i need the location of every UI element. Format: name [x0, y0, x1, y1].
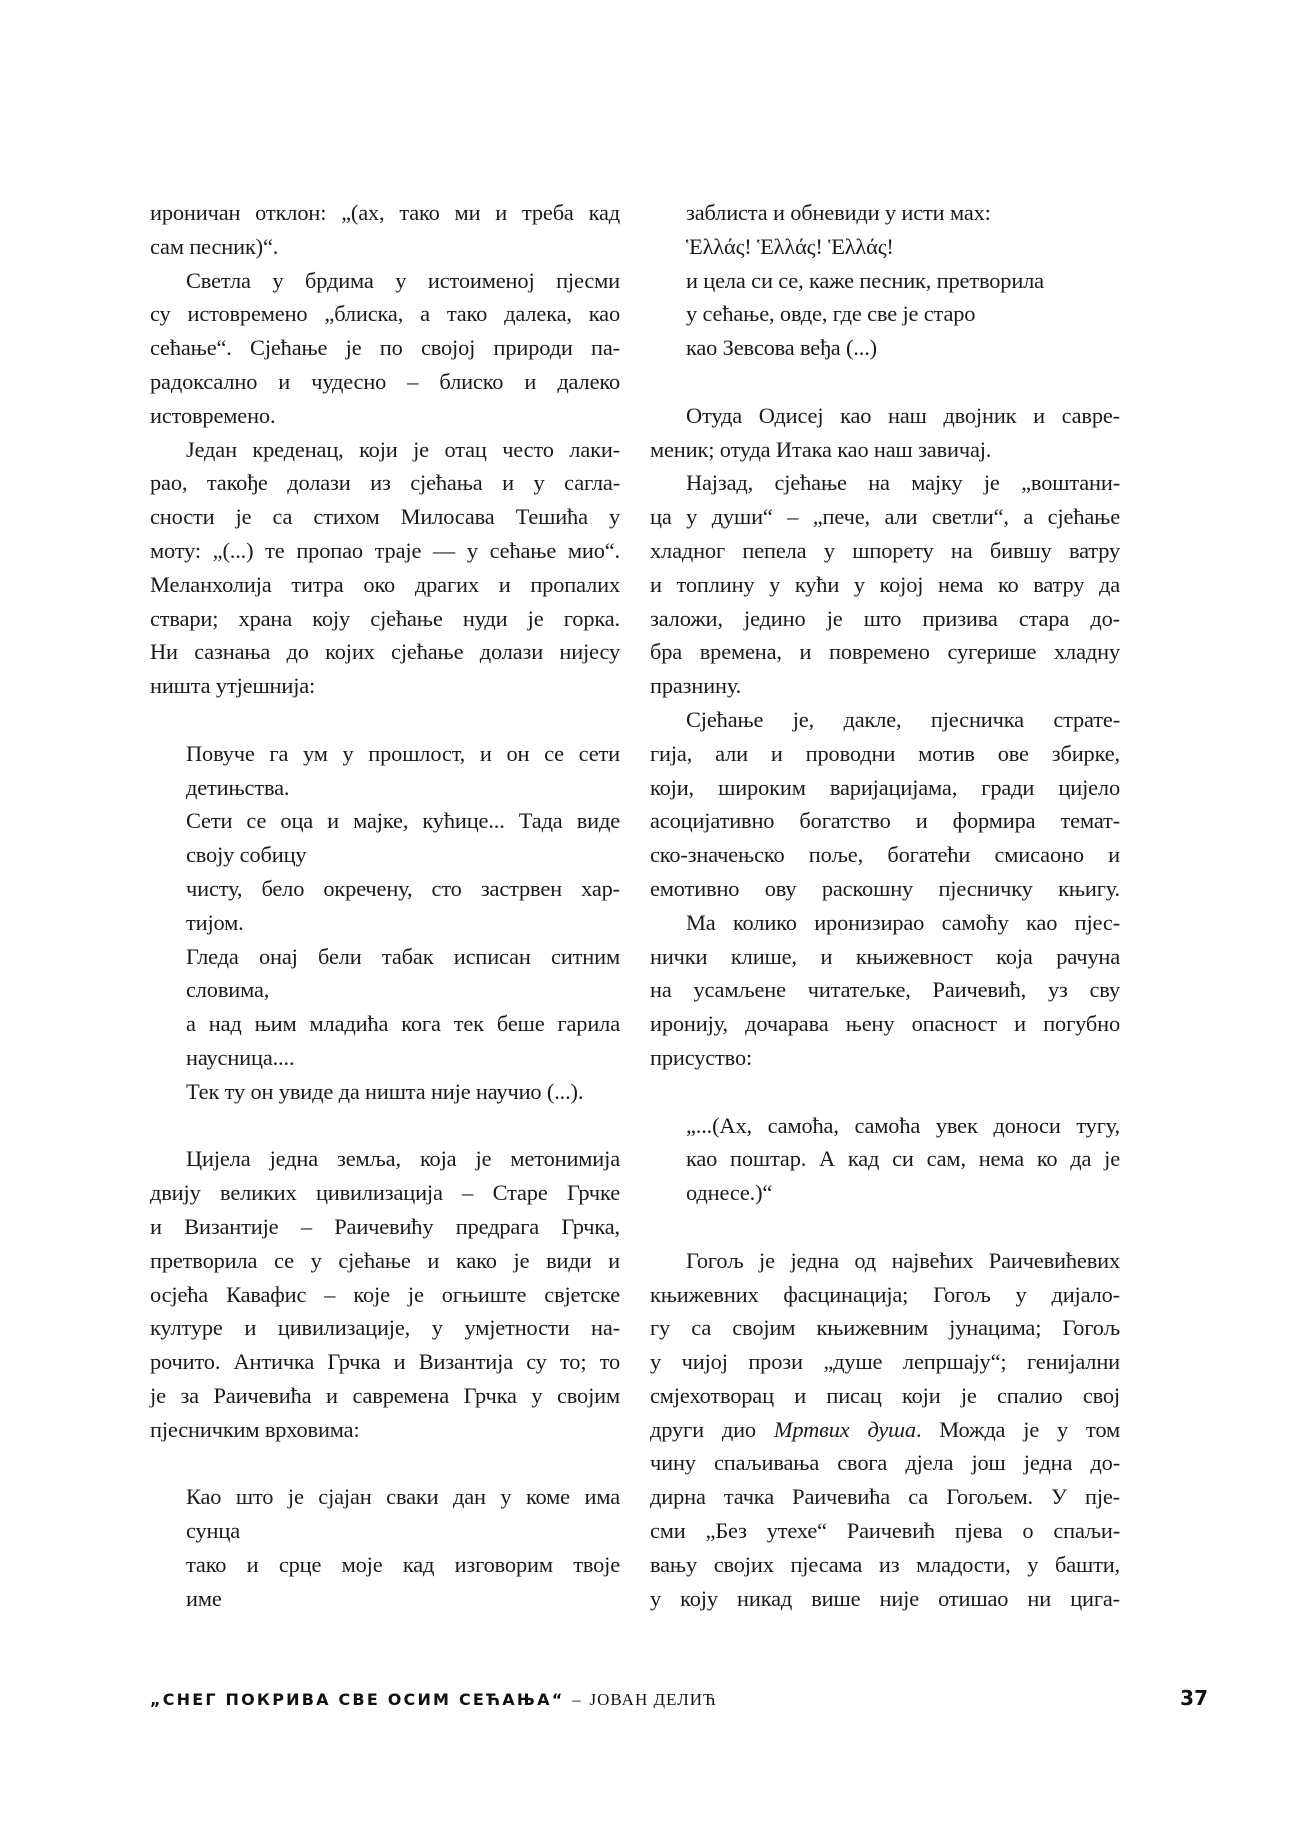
text-line: рочито. Античка Грчка и Византија су то; то [150, 1349, 620, 1375]
text-line: Тек ту он увиде да ништа није научио (...). [186, 1078, 584, 1104]
stanza-gap [150, 1109, 620, 1143]
text-line: осјећа Кавафис – које је огњиште свјетске [150, 1281, 620, 1307]
text-line: „...(Ах, самоћа, самоћа увек доноси тугу, [686, 1112, 1120, 1138]
footer-dash: – [572, 1690, 582, 1709]
text-line: књижевних фасцинација; Гогољ у дијало- [650, 1281, 1120, 1307]
footer-book-title: „СНЕГ ПОКРИВА СВЕ ОСИМ СЕЋАЊА“ [150, 1690, 565, 1709]
text-line: вању својих пјесама из младости, у башти, [650, 1551, 1120, 1577]
text-line: који, широким варијацијама, гради цијело [650, 774, 1120, 800]
italic-book-title: Мртвих душа [773, 1416, 916, 1442]
running-footer [150, 1690, 717, 1710]
text-line: ироничан отклон: „(ах, тако ми и треба кад [150, 200, 620, 225]
text-line: Меланхолија титра око драгих и пропалих [150, 571, 620, 597]
text-line: бра времена, и повремено сугерише хладну [650, 639, 1120, 665]
text-line: Сјећање је, дакле, пјесничка страте- [686, 706, 1120, 732]
text-line: однесе.)“ [686, 1180, 773, 1206]
stanza-gap [650, 365, 1120, 399]
left-text-column [150, 196, 620, 1615]
text-line: радоксално и чудесно – блиско и далеко [150, 368, 620, 394]
text-line: емотивно ову раскошну пјесничку књигу. [650, 875, 1120, 901]
text-line: и Византије – Раичевићу предрага Грчка, [150, 1213, 620, 1239]
text-line: пјесничким врховима: [150, 1416, 360, 1442]
text-line: у коју никад више није отишао ни цига- [650, 1585, 1120, 1611]
text-line: празнину. [650, 673, 742, 699]
text-line: име [186, 1585, 222, 1611]
text-line: присуство: [650, 1044, 753, 1070]
text-line: моту: „(...) те пропао траје –– у сећање мио“. [150, 537, 620, 563]
text-line: Ἑλλάς! Ἑλλάς! Ἑλλάς! [686, 233, 894, 259]
text-line: сам песник)“. [150, 233, 279, 259]
stanza-gap [650, 1075, 1120, 1109]
stanza-gap [650, 1210, 1120, 1244]
text-line: у сећање, овде, где све је старо [686, 301, 976, 327]
text-line: Цијела једна земља, која је метонимија [186, 1146, 620, 1172]
text-line: ништа утјешнија: [150, 673, 316, 699]
stanza-gap [150, 703, 620, 737]
text-line: Светла у брдима у истоименој пјесми [186, 267, 620, 293]
text-line: ца у души“ – „пече, али светли“, а сјећање [650, 504, 1120, 530]
footer-author: ЈОВАН ДЕЛИЋ [589, 1690, 717, 1709]
right-text-column [650, 196, 1120, 1615]
text-line: заблиста и обневиди у исти мах: [686, 200, 991, 225]
text-line: иронију, дочарава њену опасност и погубно [650, 1011, 1120, 1037]
text-line: Најзад, сјећање на мајку је „воштани- [686, 470, 1120, 496]
text-line: као поштар. А кад си сам, нема ко да је [686, 1146, 1120, 1172]
text-line: као Зевсова веђа (...) [686, 335, 877, 361]
text-line: смјехотворац и писац који је спалио свој [650, 1382, 1120, 1408]
text-line: Повуче га ум у прошлост, и он се сети [186, 740, 620, 766]
text-line: сности је са стихом Милосава Тешића у [150, 504, 620, 530]
page-number: 37 [1180, 1686, 1208, 1710]
text-line: и топлину у кући у којој нема ко ватру да [650, 571, 1120, 597]
text-line: чину спаљивања свога дјела још једна до- [650, 1450, 1120, 1476]
text-line: и цела си се, каже песник, претворила [686, 267, 1044, 293]
text-line: своју собицу [186, 842, 307, 868]
text-line: претворила се у сјећање и како је види и [150, 1247, 620, 1273]
text-line: детињства. [186, 774, 290, 800]
text-line: чисту, бело окречену, сто застрвен хар- [186, 875, 620, 901]
text-line: меник; отуда Итака као наш завичај. [650, 436, 992, 462]
text-line: двију великих цивилизација – Старе Грчке [150, 1180, 620, 1206]
text-line: сунца [186, 1518, 240, 1544]
text-line: културе и цивилизације, у умјетности на- [150, 1315, 620, 1341]
text-line: Отуда Одисеј као наш двојник и савре- [686, 402, 1120, 428]
text-line: рао, такође долази из сјећања и у сагла- [150, 470, 620, 496]
text-line: нички клише, и књижевност која рачуна [650, 943, 1120, 969]
text-line: Ни сазнања до којих сјећање долази нијесу [150, 639, 620, 665]
text-line: су истовремено „блиска, а тако далека, као [150, 301, 620, 327]
text-line: словима, [186, 977, 270, 1003]
text-line: Као што је сјајан сваки дан у коме има [186, 1484, 620, 1510]
text-line: наусница.... [186, 1044, 295, 1070]
text-line: гија, али и проводни мотив ове збирке, [650, 740, 1120, 766]
text-line: је за Раичевића и савремена Грчка у својим [150, 1382, 620, 1408]
text-line: на усамљене читатељке, Раичевић, уз сву [650, 977, 1120, 1003]
text-line: а над њим младића кога тек беше гарила [186, 1011, 620, 1037]
text-line: у чијој прози „душе лепршају“; генијални [650, 1349, 1120, 1375]
text-line: други дио Мртвих душа. Можда је у том [650, 1416, 1120, 1442]
text-line: асоцијативно богатство и формира темат- [650, 808, 1120, 834]
stanza-gap [150, 1446, 620, 1480]
text-line: заложи, једино је што призива стара до- [650, 605, 1120, 631]
text-line: хладног пепела у шпорету на бившу ватру [650, 537, 1120, 563]
text-line: Ма колико иронизирао самоћу као пјес- [686, 909, 1120, 935]
text-line: Гледа онај бели табак исписан ситним [186, 943, 620, 969]
text-line: ско-значењско поље, богатећи смисаоно и [650, 842, 1120, 868]
text-line: Сети се оца и мајке, кућице... Тада виде [186, 808, 620, 834]
text-line: гу са својим књижевним јунацима; Гогољ [650, 1315, 1120, 1341]
text-line: ствари; храна коју сјећање нуди је горка. [150, 605, 620, 631]
text-line: Један креденац, који је отац често лаки- [186, 436, 620, 462]
text-line: истовремено. [150, 402, 276, 428]
text-line: тако и срце моје кад изговорим твоје [186, 1551, 620, 1577]
text-line: дирна тачка Раичевића са Гогољем. У пје- [650, 1484, 1120, 1510]
text-line: тијом. [186, 909, 244, 935]
text-line: Гогољ је једна од највећих Раичевићевих [686, 1247, 1120, 1273]
text-line: сми „Без утехе“ Раичевић пјева о спаљи- [650, 1518, 1120, 1544]
text-line: сећање“. Сјећање је по својој природи па- [150, 335, 620, 361]
